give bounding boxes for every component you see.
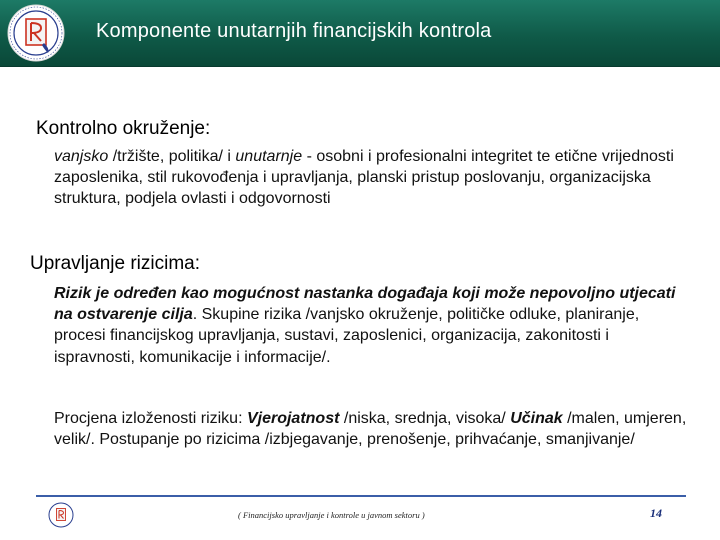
- footer-divider: [36, 495, 686, 497]
- university-seal-icon: [4, 3, 68, 63]
- risk-definition-emphasis: Rizik je određen kao mogućnost nastanka događaja koji može nepovoljno utjecati na ostvarenje cilja: [54, 285, 676, 324]
- university-seal-small-icon: [48, 502, 74, 528]
- heading-colon: :: [194, 253, 200, 274]
- paragraph-text: - osobni i profesionalni integritet te etične vrijednosti zaposlenika, stil rukovođenja i upravljanja, planski pristup poslovanju, organizacijska struktura, podjela ovlasti i odgovornosti: [54, 148, 674, 208]
- paragraph-text: /malen, umjeren, velik/. Postupanje po rizicima /izbjegavanje, prenošenje, prihvaćanje, smanjivanje/: [54, 410, 687, 449]
- heading-text: Kontrolno okruženje: [36, 118, 205, 139]
- section-heading-risk-management: [30, 253, 200, 275]
- italic-term-external: vanjsko: [54, 148, 109, 165]
- italic-term-internal: unutarnje: [235, 148, 303, 165]
- section-heading-control-environment: [36, 118, 210, 140]
- paragraph-text: Procjena izloženosti riziku:: [54, 410, 247, 427]
- paragraph-text: /niska, srednja, visoka/: [339, 410, 511, 427]
- term-impact: Učinak: [510, 410, 563, 427]
- paragraph-risk-definition: [54, 283, 694, 368]
- page-number: 14: [650, 506, 662, 520]
- slide-title: Komponente unutarnjih financijskih kontrola: [96, 20, 492, 42]
- footer-caption: ( Financijsko upravljanje i kontrole u javnom sektoru ): [238, 510, 425, 520]
- heading-text: Upravljanje rizicima: [30, 253, 195, 274]
- paragraph-risk-assessment: [54, 408, 694, 450]
- paragraph-control-environment: [54, 146, 694, 210]
- heading-colon: :: [205, 118, 211, 139]
- term-likelihood: Vjerojatnost: [246, 410, 340, 427]
- paragraph-text: /tržište, politika/ i: [108, 148, 236, 165]
- paragraph-text: . Skupine rizika /vanjsko okruženje, političke odluke, planiranje, procesi financijskog upravljanja, sustavi, zaposlenici, organizacija, zakonitosti i ispravnosti, komunikacije i informacije/.: [54, 306, 640, 366]
- slide-header-band: [0, 0, 720, 67]
